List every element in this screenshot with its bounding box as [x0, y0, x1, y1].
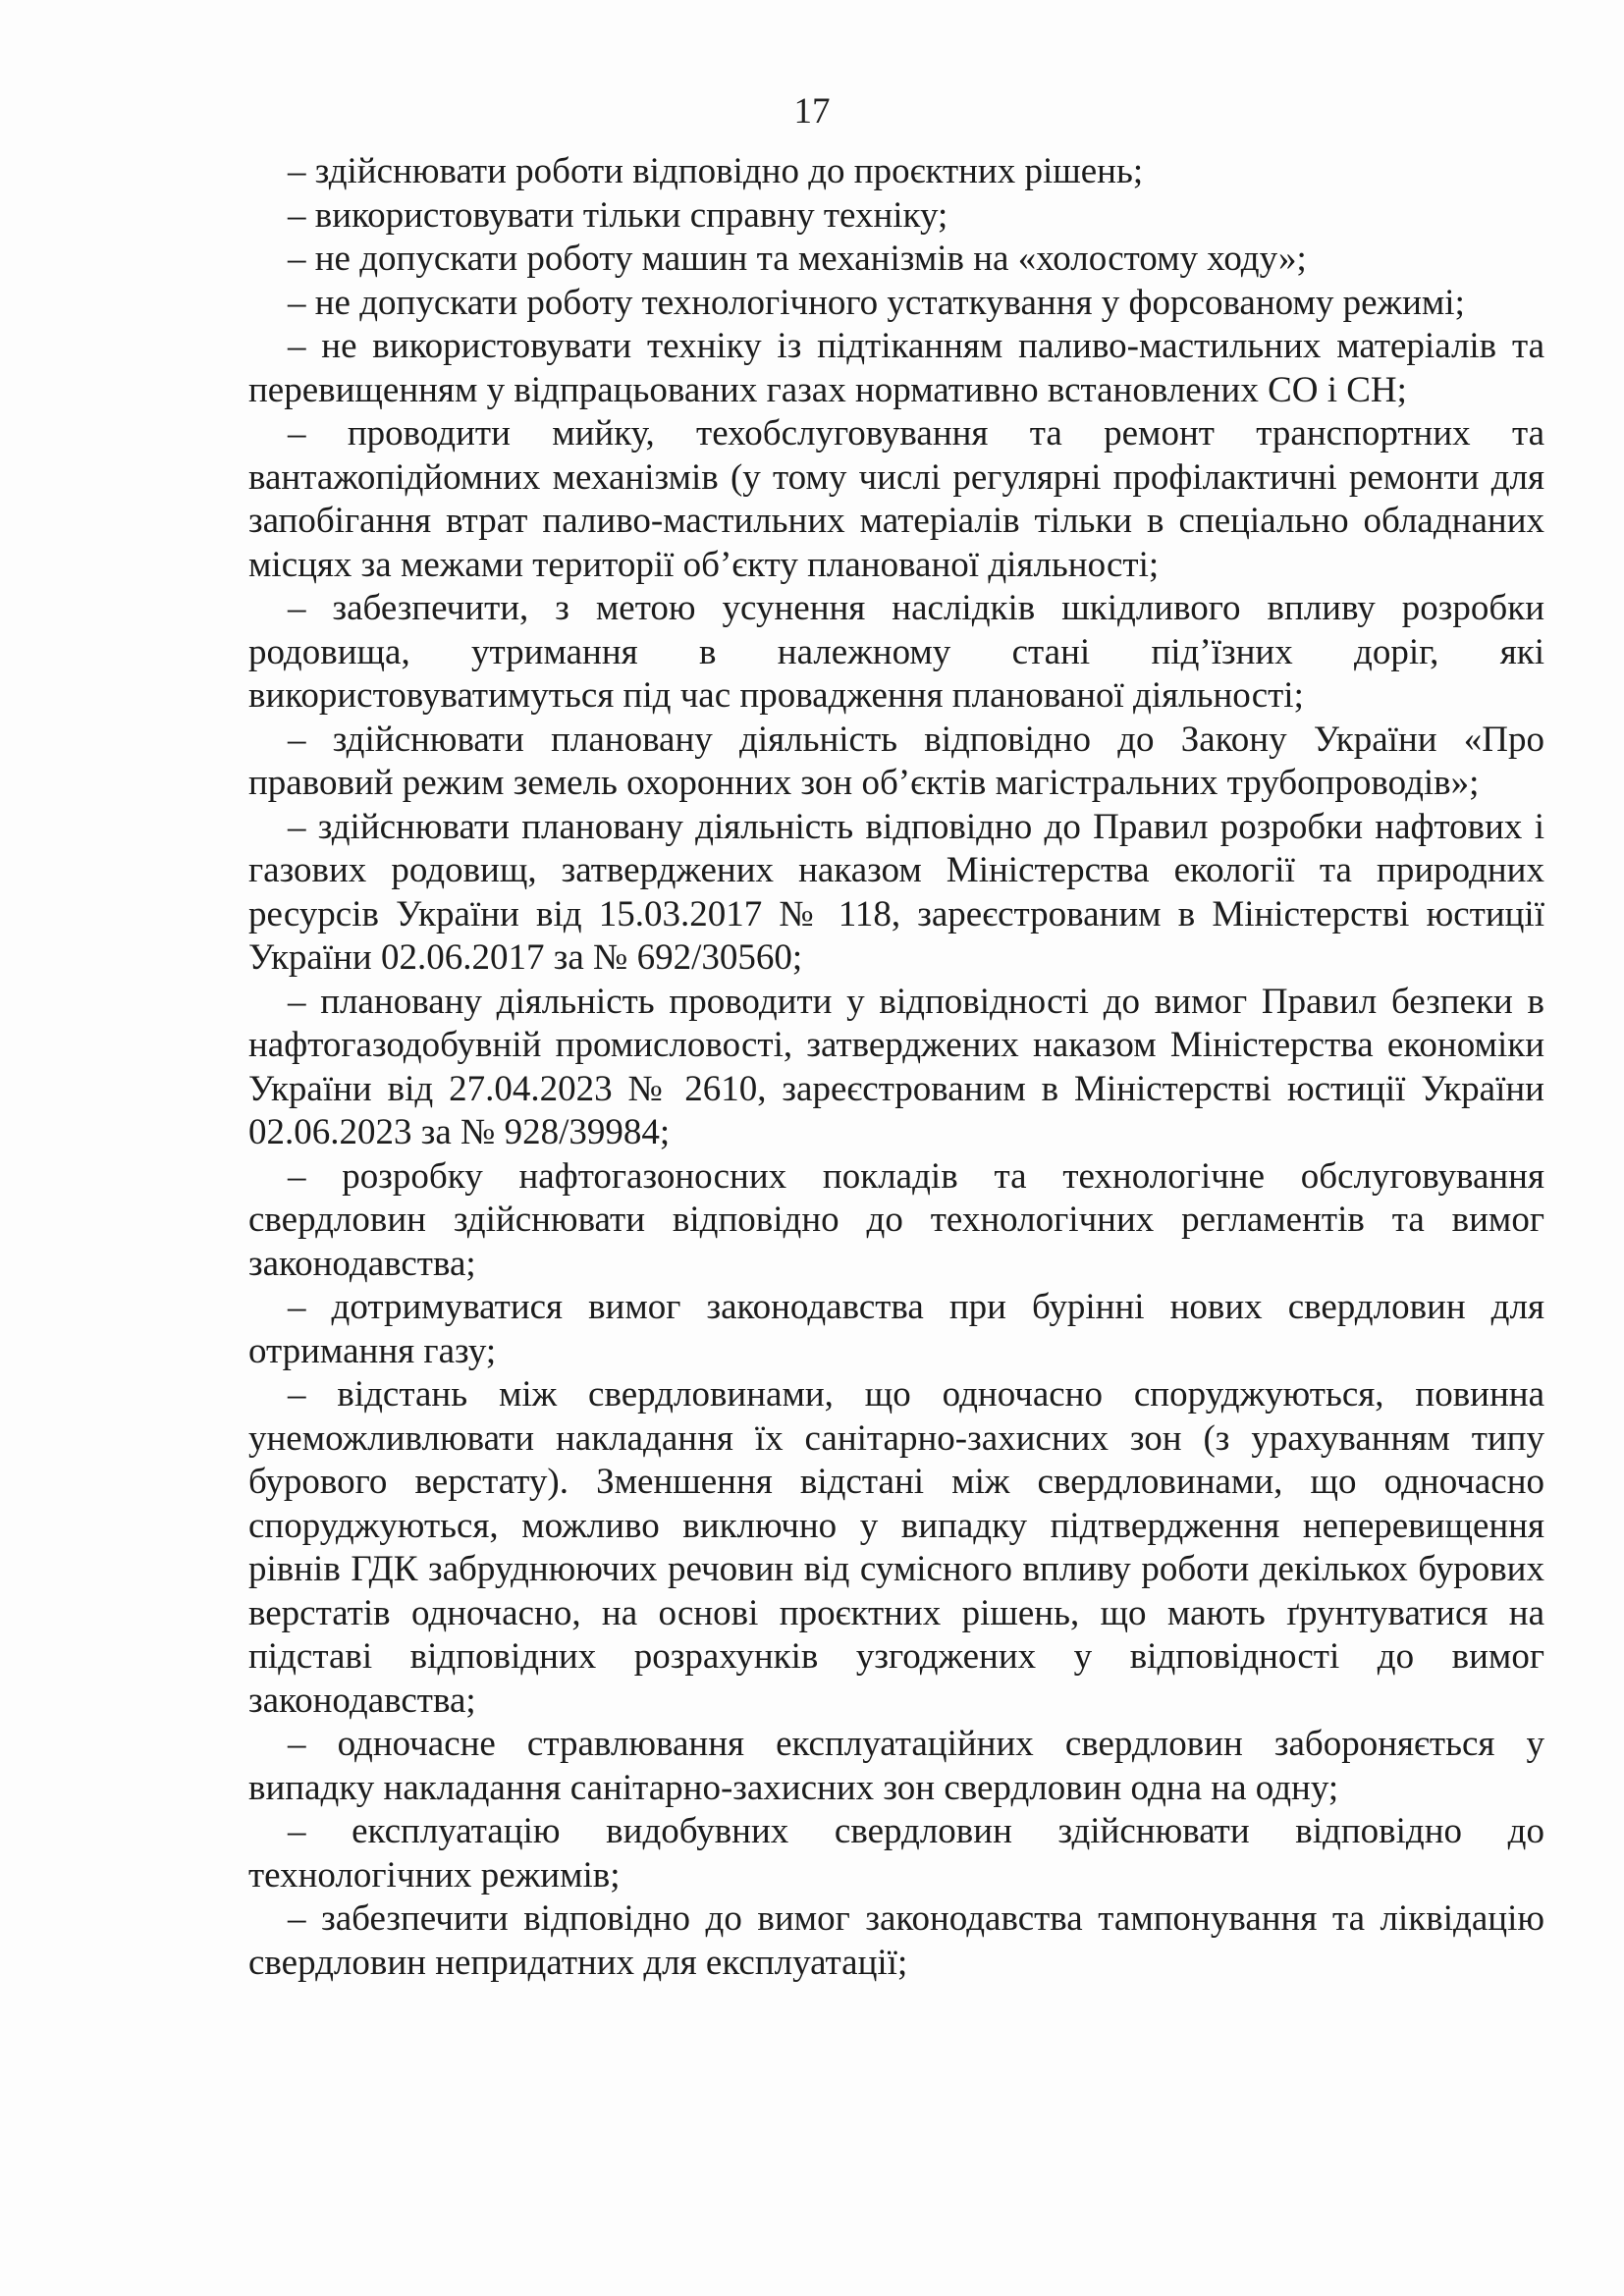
list-item: – відстань між свердловинами, що одночасно споруджуються, повинна унеможливлювати накладання їх санітарно-захисних зон (з урахуванням типу бурового верстату). Зменшення відстані між свердловинами, що одночасно споруджуються, можливо виключно у випадку підтвердження неперевищення рівнів ГДК забруднюючих речовин від сумісного впливу роботи декількох бурових верстатів одночасно, на основі проєктних рішень, що мають ґрунтуватися на підставі відповідних розрахунків узгоджених у відповідності до вимог законодавства; [248, 1374, 1544, 1721]
list-item: – розробку нафтогазоносних покладів та технологічне обслуговування свердловин здійснювати відповідно до технологічних регламентів та вимог законодавства; [248, 1155, 1544, 1284]
list-item: – дотримуватися вимог законодавства при бурінні нових свердловин для отримання газу; [248, 1287, 1544, 1371]
list-item: – забезпечити, з метою усунення наслідків шкідливого впливу розробки родовища, утримання в належному стані під’їзних доріг, які використовуватимуться під час провадження планованої діяльності; [248, 588, 1544, 716]
list-item: – здійснювати плановану діяльність відповідно до Закону України «Про правовий режим земель охоронних зон об’єктів магістральних трубопроводів»; [248, 719, 1544, 803]
list-item: – забезпечити відповідно до вимог законодавства тампонування та ліквідацію свердловин непридатних для експлуатації; [248, 1898, 1544, 1983]
document-body [248, 150, 1544, 1985]
list-item: – проводити мийку, техобслуговування та ремонт транспортних та вантажопідйомних механізмів (у тому числі регулярні профілактичні ремонти для запобігання втрат паливо-мастильних матеріалів тільки в спеціально обладнаних місцях за межами території об’єкту планованої діяльності; [248, 413, 1544, 585]
list-item: – здійснювати роботи відповідно до проєктних рішень; [288, 151, 1144, 191]
page-number: 17 [793, 91, 831, 132]
list-item: – одночасне стравлювання експлуатаційних свердловин забороняється у випадку накладання санітарно-захисних зон свердловин одна на одну; [248, 1724, 1544, 1808]
list-item: – не допускати роботу технологічного устаткування у форсованому режимі; [288, 282, 1465, 323]
list-item: – використовувати тільки справну техніку; [288, 194, 948, 236]
list-item: – плановану діяльність проводити у відповідності до вимог Правил безпеки в нафтогазодобувній промисловості, затверджених наказом Міністерства економіки України від 27.04.2023 № 2610, зареєстрованим в Міністерстві юстиції України 02.06.2023 за № 928/39984; [248, 981, 1544, 1152]
list-item: – експлуатацію видобувних свердловин здійснювати відповідно до технологічних режимів; [248, 1811, 1544, 1896]
list-item: – не використовувати техніку із підтіканням паливо-мастильних матеріалів та перевищенням у відпрацьованих газах нормативно встановлених CO і CH; [248, 326, 1544, 410]
list-item: – не допускати роботу машин та механізмів на «холостому ходу»; [288, 239, 1307, 279]
list-item: – здійснювати плановану діяльність відповідно до Правил розробки нафтових і газових родовищ, затверджених наказом Міністерства екології та природних ресурсів України від 15.03.2017 № 118, зареєстрованим в Міністерстві юстиції України 02.06.2017 за № 692/30560; [248, 806, 1544, 978]
